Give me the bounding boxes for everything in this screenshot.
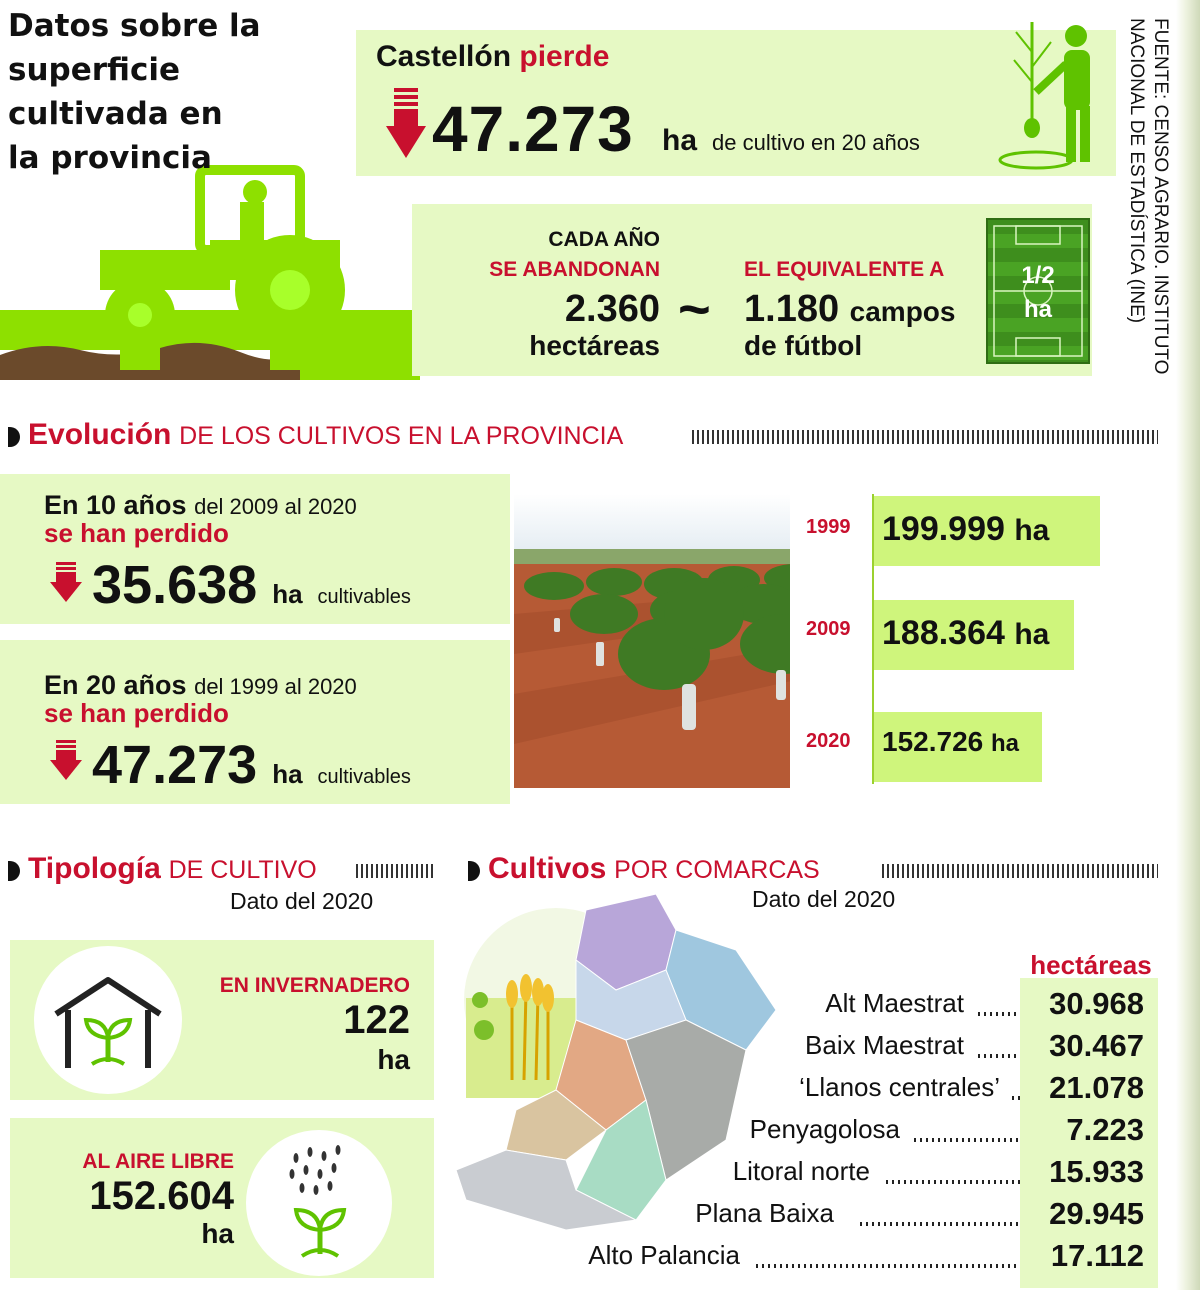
down-arrow-icon	[50, 740, 84, 780]
page-title	[8, 4, 308, 180]
title-line-4: la provincia	[8, 140, 212, 176]
headline-verb: pierde	[519, 40, 610, 73]
evolution-heading	[8, 418, 623, 452]
open-air-label: AL AIRE LIBRE	[82, 1150, 234, 1173]
equivalent-label: EL EQUIVALENTE A	[744, 258, 945, 281]
evolution-span-line	[44, 670, 357, 701]
headline-text	[376, 40, 609, 74]
heading-tick-rule	[882, 864, 1158, 878]
greenhouse-box	[10, 940, 434, 1100]
title-line-1: Datos sobre la	[8, 8, 261, 44]
yearly-value: 2.360	[564, 288, 660, 330]
year-unit-2009: ha	[1014, 618, 1050, 651]
source-credit	[1112, 18, 1176, 398]
comarca-row	[560, 1156, 1160, 1196]
comarca-name: Penyagolosa	[749, 1114, 900, 1144]
comarca-value: 17.112	[1050, 1238, 1144, 1273]
year-value-2020: 152.726	[882, 726, 984, 757]
comarca-name: ‘Llanos centrales’	[799, 1072, 1000, 1102]
equivalent-unit: campos	[849, 296, 956, 327]
tipologia-heading-big: Tipología	[28, 852, 161, 885]
loss-value: 47.273	[432, 93, 634, 165]
evolution-value-line	[92, 554, 411, 616]
yearly-abandonment-box	[412, 204, 1092, 376]
evolution-unit-desc: cultivables	[317, 766, 411, 788]
tipologia-subtitle: Dato del 2020	[230, 888, 374, 914]
open-air-box	[10, 1118, 434, 1278]
loss-description: de cultivo en 20 años	[712, 130, 920, 155]
decorative-edge-strip	[1176, 0, 1200, 1290]
comarca-value: 29.945	[1049, 1196, 1144, 1231]
comarca-value: 30.968	[1049, 986, 1144, 1021]
evolution-lost-label: se han perdido	[44, 698, 229, 728]
greenhouse-unit: ha	[377, 1044, 410, 1075]
comarca-row	[560, 1114, 1160, 1154]
year-bar-label-1999	[874, 496, 1100, 549]
year-unit-2020: ha	[991, 730, 1020, 757]
year-unit-1999: ha	[1014, 514, 1050, 547]
leader-dots	[886, 1180, 1020, 1184]
bullet-icon	[8, 427, 20, 447]
evolution-value: 35.638	[92, 555, 258, 615]
greenhouse-label: EN INVERNADERO	[219, 974, 410, 997]
evolution-value: 47.273	[92, 735, 258, 795]
leader-dots	[978, 1012, 1020, 1016]
headline-box	[356, 30, 1116, 176]
yearly-unit: hectáreas	[529, 330, 660, 361]
headline-place: Castellón	[376, 40, 512, 73]
comarca-name: Alto Palancia	[588, 1240, 740, 1270]
year-bar-label-2020	[874, 712, 1042, 758]
evolution-unit: ha	[272, 759, 303, 789]
comarca-value: 7.223	[1066, 1112, 1144, 1147]
greenhouse-icon-circle	[34, 946, 182, 1094]
year-bar-2009	[872, 600, 1074, 670]
year-label-2020: 2020	[806, 730, 851, 752]
title-line-3: cultivada en	[8, 96, 223, 132]
comarca-row	[560, 988, 1160, 1028]
greenhouse-value: 122	[343, 998, 410, 1042]
comarcas-heading-rest: POR COMARCAS	[614, 856, 820, 884]
comarca-value: 15.933	[1049, 1154, 1144, 1189]
evolution-value-line	[92, 734, 411, 796]
evolution-unit: ha	[272, 579, 303, 609]
field-label-fraction: 1/2	[1021, 262, 1055, 289]
comarca-row	[560, 1240, 1160, 1280]
evolution-period: del 2009 al 2020	[194, 494, 357, 519]
yearly-line1: CADA AÑO	[548, 228, 660, 251]
comarca-row	[560, 1198, 1160, 1238]
evolution-period: del 1999 al 2020	[194, 674, 357, 699]
yearly-line2: SE ABANDONAN	[489, 258, 660, 281]
leader-dots	[1012, 1096, 1020, 1100]
evolution-span-line	[44, 490, 357, 521]
comarca-name: Alt Maestrat	[825, 988, 964, 1018]
leader-dots	[860, 1222, 1020, 1226]
greenhouse-icon	[48, 974, 168, 1070]
evolution-block-10y	[0, 474, 510, 624]
equivalent-unit-2: de fútbol	[744, 330, 863, 361]
tipologia-heading	[8, 852, 317, 886]
field-lines-icon	[988, 220, 1088, 362]
field-label-unit: ha	[1023, 296, 1052, 323]
comarca-name: Plana Baixa	[695, 1198, 834, 1228]
year-value-2009: 188.364	[882, 614, 1005, 652]
loss-unit: ha	[662, 124, 698, 157]
tipologia-heading-rest: DE CULTIVO	[168, 856, 317, 884]
title-line-2: superficie	[8, 52, 181, 88]
football-field-icon	[986, 218, 1090, 364]
evolution-heading-big: Evolución	[28, 418, 172, 451]
comarcas-heading	[468, 852, 820, 886]
rain-plant-icon-circle	[246, 1130, 392, 1276]
year-bar-1999	[872, 496, 1100, 566]
year-label-2009: 2009	[806, 618, 851, 640]
comarca-name: Litoral norte	[732, 1156, 870, 1186]
equivalent-line	[744, 288, 955, 331]
comarcas-heading-big: Cultivos	[488, 852, 607, 885]
leader-dots	[756, 1264, 1020, 1268]
leader-dots	[978, 1054, 1020, 1058]
heading-tick-rule	[692, 430, 1158, 444]
evolution-unit-desc: cultivables	[317, 586, 411, 608]
year-label-1999: 1999	[806, 516, 851, 538]
comarcas-column-label: hectáreas	[1030, 950, 1152, 980]
equivalent-value: 1.180	[744, 288, 840, 330]
evolution-span: En 10 años	[44, 490, 187, 520]
evolution-block-20y	[0, 640, 510, 804]
year-bar-2020	[872, 712, 1042, 782]
year-value-1999: 199.999	[882, 510, 1005, 548]
down-arrow-icon	[386, 88, 426, 160]
down-arrow-icon	[50, 562, 84, 602]
leader-dots	[914, 1138, 1020, 1142]
farmer-planting-icon	[996, 12, 1106, 172]
open-air-unit: ha	[201, 1218, 234, 1249]
heading-tick-rule	[356, 864, 436, 878]
evolution-heading-rest: DE LOS CULTIVOS EN LA PROVINCIA	[179, 422, 624, 450]
bullet-icon	[8, 861, 20, 881]
tractor-illustration	[0, 150, 420, 380]
source-text: FUENTE: CENSO AGRARIO. INSTITUTO NACIONAL DE ESTADÍSTICA (INE)	[1126, 18, 1171, 375]
comarca-row	[560, 1072, 1160, 1112]
comarca-value: 21.078	[1049, 1070, 1144, 1105]
comarca-row	[560, 1030, 1160, 1070]
comarca-name: Baix Maestrat	[805, 1030, 964, 1060]
rain-plant-icon	[276, 1144, 366, 1262]
evolution-lost-label: se han perdido	[44, 518, 229, 548]
comarcas-subtitle: Dato del 2020	[752, 886, 896, 912]
approx-symbol: ~	[678, 277, 711, 340]
open-air-value: 152.604	[89, 1174, 234, 1218]
bullet-icon	[468, 861, 480, 881]
year-bar-label-2009	[874, 600, 1074, 653]
comarca-value: 30.467	[1049, 1028, 1144, 1063]
evolution-span: En 20 años	[44, 670, 187, 700]
